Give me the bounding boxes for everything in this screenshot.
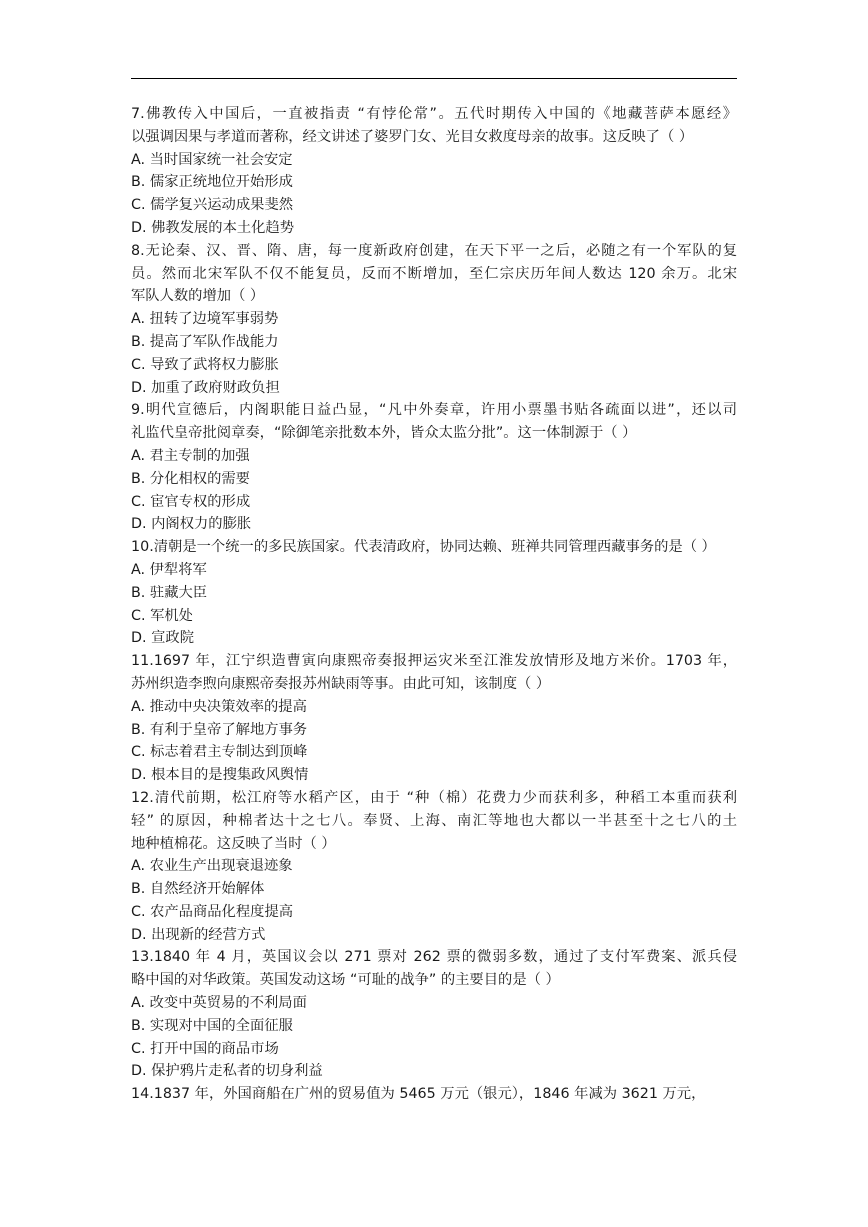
question-stem-line: 苏州织造李煦向康熙帝奏报苏州缺雨等事。由此可知，该制度（ ） bbox=[131, 675, 551, 692]
answer-option: A. 改变中英贸易的不利局面 bbox=[131, 995, 307, 1012]
answer-option: B. 儒家正统地位开始形成 bbox=[131, 174, 293, 191]
header-rule bbox=[131, 78, 737, 79]
answer-option: A. 推动中央决策效率的提高 bbox=[131, 698, 307, 715]
answer-option: A. 伊犁将军 bbox=[131, 561, 207, 578]
answer-option: C. 打开中国的商品市场 bbox=[131, 1040, 279, 1057]
answer-option: C. 农产品商品化程度提高 bbox=[131, 903, 294, 920]
question-block bbox=[131, 103, 737, 240]
question-stem-line: 轻” 的原因，种棉者达十之七八。奉贤、上海、南汇等地也大都以一半甚至十之七八的土 bbox=[131, 812, 737, 829]
question-stem-line: 地种植棉花。这反映了当时（ ） bbox=[131, 835, 336, 852]
question-block bbox=[131, 1083, 737, 1106]
answer-option: D. 根本目的是搜集政风舆情 bbox=[131, 767, 309, 784]
answer-option: A. 君主专制的加强 bbox=[131, 447, 250, 464]
answer-option: B. 提高了军队作战能力 bbox=[131, 333, 279, 350]
exam-page-content bbox=[131, 103, 737, 1106]
answer-option: B. 实现对中国的全面征服 bbox=[131, 1017, 293, 1034]
answer-option: C. 军机处 bbox=[131, 607, 193, 624]
question-stem-line: 以强调因果与孝道而著称，经文讲述了婆罗门女、光目女救度母亲的故事。这反映了（ ） bbox=[131, 128, 694, 145]
answer-option: D. 内阁权力的膨胀 bbox=[131, 516, 252, 533]
question-stem-line: 14.1837 年，外国商船在广州的贸易值为 5465 万元（银元），1846 年减为 3621 万元， bbox=[131, 1086, 706, 1103]
question-stem-line: 10.清朝是一个统一的多民族国家。代表清政府，协同达赖、班禅共同管理西藏事务的是（ ） bbox=[131, 539, 716, 556]
answer-option: C. 导致了武将权力膨胀 bbox=[131, 356, 279, 373]
question-block bbox=[131, 946, 737, 1083]
answer-option: D. 出现新的经营方式 bbox=[131, 926, 266, 943]
question-stem-line: 13.1840 年 4 月，英国议会以 271 票对 262 票的微弱多数，通过了支付军费案、派兵侵 bbox=[131, 949, 737, 966]
answer-option: B. 有利于皇帝了解地方事务 bbox=[131, 721, 308, 738]
question-stem-line: 12.清代前期，松江府等水稻产区，由于 “种（棉）花费力少而获利多，种稻工本重而获利 bbox=[131, 789, 737, 806]
question-block bbox=[131, 240, 737, 400]
question-stem-line: 略中国的对华政策。英国发动这场 “可耻的战争” 的主要目的是（ ） bbox=[131, 972, 560, 989]
question-block bbox=[131, 536, 737, 650]
answer-option: C. 标志着君主专制达到顶峰 bbox=[131, 744, 308, 761]
answer-option: C. 儒学复兴运动成果斐然 bbox=[131, 197, 294, 214]
answer-option: B. 驻藏大臣 bbox=[131, 584, 208, 601]
question-stem-line: 7.佛教传入中国后，一直被指责 “有悖伦常”。五代时期传入中国的《地藏菩萨本愿经》 bbox=[131, 106, 737, 122]
question-block bbox=[131, 399, 737, 536]
answer-option: D. 宣政院 bbox=[131, 630, 194, 647]
question-block bbox=[131, 787, 737, 947]
question-stem-line: 军队人数的增加（ ） bbox=[131, 288, 265, 305]
question-block bbox=[131, 650, 737, 787]
question-stem-line: 8.无论秦、汉、晋、隋、唐，每一度新政府创建，在天下平一之后，必随之有一个军队的复 bbox=[131, 242, 737, 259]
answer-option: A. 当时国家统一社会安定 bbox=[131, 151, 293, 168]
answer-option: A. 扭转了边境军事弱势 bbox=[131, 311, 279, 328]
question-stem-line: 员。然而北宋军队不仅不能复员，反而不断增加，至仁宗庆历年间人数达 120 余万。北宋 bbox=[131, 265, 737, 282]
question-stem-line: 9.明代宣德后，内阁职能日益凸显，“凡中外奏章，许用小票墨书贴各疏面以进”，还以司 bbox=[131, 402, 737, 419]
answer-option: A. 农业生产出现衰退迹象 bbox=[131, 858, 293, 875]
answer-option: C. 宦官专权的形成 bbox=[131, 493, 251, 510]
question-stem-line: 11.1697 年，江宁织造曹寅向康熙帝奏报押运灾米至江淮发放情形及地方米价。1703 年， bbox=[131, 653, 737, 670]
question-stem-line: 礼监代皇帝批阅章奏，“除御笔亲批数本外，皆众太监分批”。这一体制源于（ ） bbox=[131, 425, 637, 442]
answer-option: B. 分化相权的需要 bbox=[131, 470, 250, 487]
answer-option: D. 保护鸦片走私者的切身利益 bbox=[131, 1063, 323, 1080]
answer-option: B. 自然经济开始解体 bbox=[131, 881, 265, 898]
answer-option: D. 佛教发展的本土化趋势 bbox=[131, 219, 295, 236]
answer-option: D. 加重了政府财政负担 bbox=[131, 379, 280, 396]
